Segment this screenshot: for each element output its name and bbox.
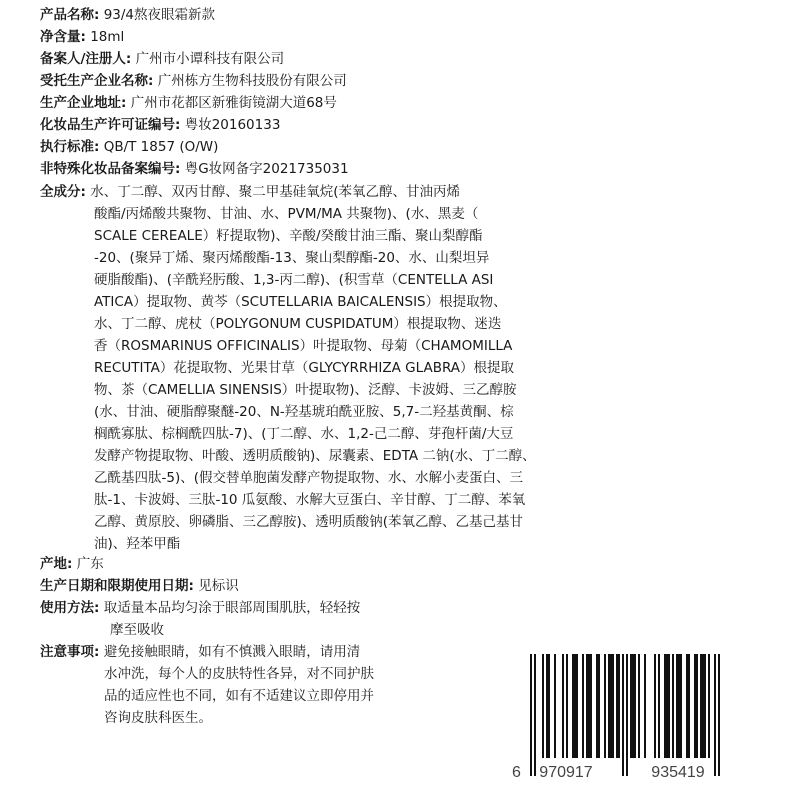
ingredients-line: 肽-1、卡波姆、三肽-10 瓜氨酸、水解大豆蛋白、辛甘醇、丁二醇、苯氧 xyxy=(94,492,526,508)
barcode-bar xyxy=(672,654,674,758)
address-row xyxy=(40,92,337,114)
usage-row xyxy=(40,597,360,619)
barcode-bar xyxy=(546,654,548,758)
barcode-bar xyxy=(530,654,532,776)
barcode-bar xyxy=(678,654,680,758)
barcode-bar xyxy=(626,654,628,776)
barcode-bar xyxy=(704,654,706,758)
barcode-bar xyxy=(686,654,688,758)
license-label: 化妆品生产许可证编号: xyxy=(40,117,181,133)
ingredients-line: 硬脂酸酯)、(辛酰羟肟酸、1,3-丙二醇)、(积雪草（CENTELLA ASI xyxy=(94,272,494,288)
manufacturer-row xyxy=(40,70,347,92)
barcode-bar xyxy=(542,654,544,758)
barcode-bar xyxy=(664,654,666,758)
origin-label: 产地: xyxy=(40,556,73,572)
barcode-bar xyxy=(688,654,690,758)
barcode-bar xyxy=(566,654,568,758)
warning-row xyxy=(40,641,360,663)
barcode-bar xyxy=(590,654,592,758)
barcode-bar xyxy=(632,654,634,758)
barcode-bar xyxy=(596,654,598,758)
address-label: 生产企业地址: xyxy=(40,95,127,111)
barcode-bar xyxy=(548,654,550,758)
barcode-bar xyxy=(608,654,610,758)
net-content-value: 18ml xyxy=(90,29,125,45)
product-name-row xyxy=(40,4,215,26)
warning-text-line: 水冲洗，每个人的皮肤特性各异，对不同护肤 xyxy=(104,666,374,682)
barcode-bar xyxy=(554,654,556,758)
barcode-bar xyxy=(622,654,624,776)
barcode-bar xyxy=(576,654,578,758)
barcode-bar xyxy=(714,654,716,776)
barcode-bar xyxy=(598,654,600,758)
barcode-bars xyxy=(530,654,720,776)
warning-text: 避免接触眼睛，如有不慎溅入眼睛，请用清 xyxy=(103,644,361,660)
warning-text-line: 品的适应性也不同，如有不适建议立即停用并 xyxy=(104,688,374,704)
standard-row xyxy=(40,136,218,158)
license-value: 粤妆20160133 xyxy=(184,117,281,133)
expiry-label: 生产日期和限期使用日期: xyxy=(40,578,194,594)
registrant-value: 广州市小谭科技有限公司 xyxy=(135,51,285,67)
barcode-bar xyxy=(586,654,588,758)
ingredients-line: -20、(聚异丁烯、聚丙烯酸酯-13、聚山梨醇酯-20、水、山梨坦异 xyxy=(94,250,490,266)
ingredients-line: 酸酯/丙烯酸共聚物、甘油、水、PVM/MA 共聚物)、(水、黑麦（ xyxy=(94,206,479,222)
ingredients-block xyxy=(40,181,536,555)
ingredients-first-line xyxy=(40,181,536,203)
usage-text: 取适量本品均匀涂于眼部周围肌肤，轻轻按 xyxy=(103,600,361,616)
barcode-bar xyxy=(572,654,574,758)
ingredients-line: 榈酰寡肽、棕榈酰四肽-7)、(丁二醇、水、1,2-己二醇、芽孢杆菌/大豆 xyxy=(94,426,514,442)
expiry-value: 见标识 xyxy=(198,578,239,594)
barcode-bar xyxy=(630,654,632,758)
ingredients-line: 水、丁二醇、虎杖（POLYGONUM CUSPIDATUM）根提取物、迷迭 xyxy=(94,316,502,332)
barcode-bar xyxy=(612,654,614,758)
barcode-graphic xyxy=(506,654,730,784)
warning-label: 注意事项: xyxy=(40,644,100,660)
ean13-barcode xyxy=(506,654,730,784)
barcode-bar xyxy=(676,654,678,758)
barcode-bar xyxy=(666,654,668,758)
ingredients-line: RECUTITA）花提取物、光果甘草（GLYCYRRHIZA GLABRA）根提取 xyxy=(94,360,515,376)
barcode-bar xyxy=(654,654,656,758)
registrant-row xyxy=(40,48,284,70)
ingredients-line: 物、茶（CAMELLIA SINENSIS）叶提取物)、泛醇、卡波姆、三乙醇胺 xyxy=(94,382,517,398)
barcode-left-digits: 970917 xyxy=(539,764,593,781)
ingredients-line: 发酵产物提取物、叶酸、透明质酸钠)、尿囊素、EDTA 二钠(水、丁二醇、 xyxy=(94,448,536,464)
net-content-label: 净含量: xyxy=(40,29,86,45)
manufacturer-value: 广州栋方生物科技股份有限公司 xyxy=(157,73,347,89)
barcode-bar xyxy=(618,654,620,758)
barcode-bar xyxy=(658,654,660,758)
barcode-bar xyxy=(588,654,590,758)
net-content-row xyxy=(40,26,124,48)
usage-label: 使用方法: xyxy=(40,600,100,616)
product-name-label: 产品名称: xyxy=(40,7,100,23)
barcode-bar xyxy=(616,654,618,758)
barcode-bar xyxy=(534,654,536,776)
filing-number-label: 非特殊化妆品备案编号: xyxy=(40,161,181,177)
barcode-bar xyxy=(562,654,564,758)
barcode-bar xyxy=(644,654,646,758)
barcode-bar xyxy=(582,654,584,758)
barcode-bar xyxy=(696,654,698,758)
barcode-bar xyxy=(610,654,612,758)
barcode-bar xyxy=(668,654,670,758)
license-row xyxy=(40,114,280,136)
registrant-label: 备案人/注册人: xyxy=(40,51,132,67)
barcode-bar xyxy=(604,654,606,758)
barcode-bar xyxy=(708,654,710,758)
ingredients-line: 乙酰基四肽-5)、(假交替单胞菌发酵产物提取物、水、水解小麦蛋白、三 xyxy=(94,470,523,486)
ingredients-label: 全成分: xyxy=(40,184,86,200)
origin-row xyxy=(40,553,104,575)
manufacturer-label: 受托生产企业名称: xyxy=(40,73,154,89)
ingredients-line: 油)、羟苯甲酯 xyxy=(94,536,181,552)
barcode-bar xyxy=(574,654,576,758)
ingredients-line: 水、丁二醇、双丙甘醇、聚二甲基硅氧烷(苯氧乙醇、甘油丙烯 xyxy=(90,184,460,200)
ingredients-line: 香（ROSMARINUS OFFICINALIS）叶提取物、母菊（CHAMOMILLA xyxy=(94,338,513,354)
barcode-bar xyxy=(638,654,640,758)
barcode-bar xyxy=(702,654,704,758)
expiry-row xyxy=(40,575,239,597)
warning-text-line: 咨询皮肤科医生。 xyxy=(104,710,212,726)
barcode-bar xyxy=(718,654,720,776)
filing-number-row xyxy=(40,158,349,180)
usage-text-continued: 摩至吸收 xyxy=(110,622,164,638)
ingredients-line: 乙醇、黄原胶、卵磷脂、三乙醇胺)、透明质酸钠(苯氧乙醇、乙基己基甘 xyxy=(94,514,524,530)
barcode-bar xyxy=(700,654,702,758)
address-value: 广州市花都区新雅街镜湖大道68号 xyxy=(130,95,337,111)
barcode-bar xyxy=(634,654,636,758)
filing-number-value: 粤G妆网备字2021735031 xyxy=(184,161,349,177)
barcode-first-digit: 6 xyxy=(512,764,521,781)
ingredients-line: ATICA）提取物、黄芩（SCUTELLARIA BAICALENSIS）根提取物、 xyxy=(94,294,507,310)
origin-value: 广东 xyxy=(76,556,104,572)
standard-label: 执行标准: xyxy=(40,139,100,155)
standard-value: QB/T 1857 (O/W) xyxy=(103,139,219,155)
barcode-right-digits: 935419 xyxy=(651,764,705,781)
product-name-value: 93/4熬夜眼霜新款 xyxy=(103,7,216,23)
barcode-bar xyxy=(680,654,682,758)
ingredients-line: (水、甘油、硬脂醇聚醚-20、N-羟基琥珀酰亚胺、5,7-二羟基黄酮、棕 xyxy=(94,404,514,420)
ingredients-line: SCALE CEREALE）籽提取物)、辛酸/癸酸甘油三酯、聚山梨醇酯 xyxy=(94,228,483,244)
barcode-bar xyxy=(694,654,696,758)
